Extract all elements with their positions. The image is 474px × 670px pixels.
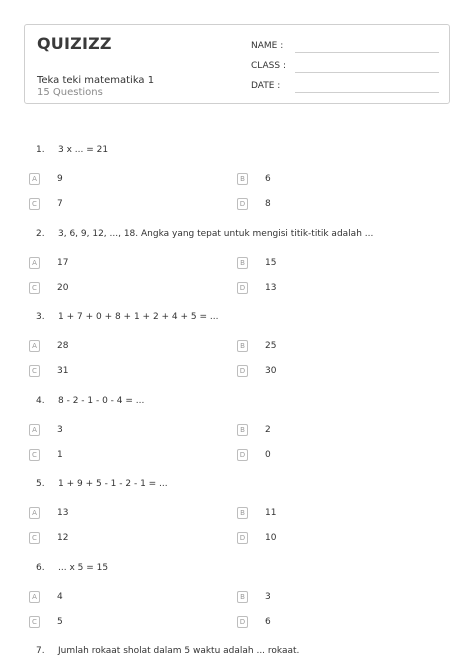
option-text: 9	[57, 174, 63, 184]
question-2	[36, 229, 373, 239]
option-text: 2	[265, 424, 271, 435]
option-text: 13	[265, 282, 277, 293]
option-text: 8	[265, 199, 271, 209]
option-letter-badge: C	[29, 282, 40, 294]
question-number: 2.	[36, 228, 45, 239]
option-text: 13	[57, 508, 69, 518]
name-line[interactable]	[295, 52, 439, 53]
option-text: 6	[265, 616, 271, 627]
option-letter-badge: B	[237, 591, 248, 603]
option-text: 1	[57, 449, 63, 460]
option-letter-badge: C	[29, 449, 40, 461]
question-text: 1 + 7 + 0 + 8 + 1 + 2 + 4 + 5 = ...	[58, 312, 219, 322]
worksheet-title: Teka teki matematika 1	[37, 75, 155, 86]
option-text: 25	[265, 341, 277, 351]
option-text: 12	[57, 533, 69, 543]
option-text: 10	[265, 533, 277, 543]
option-letter-badge: A	[29, 507, 40, 519]
option-letter-badge: A	[29, 424, 40, 436]
option-text: 7	[57, 199, 63, 209]
option-letter-badge: D	[237, 532, 248, 544]
option-letter-badge: A	[29, 257, 40, 269]
option-text: 6	[265, 174, 271, 184]
date-label: DATE :	[251, 81, 281, 91]
option-text: 0	[265, 449, 271, 460]
option-letter-badge: D	[237, 365, 248, 377]
option-letter-badge: D	[237, 616, 248, 628]
option-text: 20	[57, 282, 69, 293]
date-line[interactable]	[295, 92, 439, 93]
option-letter-badge: B	[237, 173, 248, 185]
question-number: 7.	[36, 646, 45, 656]
option-letter-badge: A	[29, 340, 40, 352]
class-label: CLASS :	[251, 61, 286, 71]
question-4	[36, 396, 144, 406]
question-number: 3.	[36, 312, 45, 322]
option-letter-badge: D	[237, 198, 248, 210]
option-letter-badge: A	[29, 173, 40, 185]
option-text: 3	[265, 591, 271, 602]
option-text: 28	[57, 341, 69, 351]
class-line[interactable]	[295, 72, 439, 73]
option-letter-badge: A	[29, 591, 40, 603]
question-text: ... x 5 = 15	[58, 562, 109, 573]
question-text: 3, 6, 9, 12, ..., 18. Angka yang tepat untuk mengisi titik-titik adalah ...	[58, 228, 374, 239]
date-field[interactable]	[251, 79, 439, 93]
question-3	[36, 312, 219, 322]
option-letter-badge: B	[237, 340, 248, 352]
quizizz-logo: QUIZIZZ	[37, 34, 112, 53]
option-text: 3	[57, 424, 63, 435]
option-text: 5	[57, 616, 63, 627]
option-letter-badge: C	[29, 616, 40, 628]
option-letter-badge: C	[29, 365, 40, 377]
name-field[interactable]	[251, 39, 439, 53]
question-text: 8 - 2 - 1 - 0 - 4 = ...	[58, 395, 145, 406]
question-text: 3 x ... = 21	[58, 145, 109, 155]
question-6	[36, 563, 108, 573]
question-text: 1 + 9 + 5 - 1 - 2 - 1 = ...	[58, 479, 168, 489]
option-text: 31	[57, 366, 69, 376]
worksheet-header	[24, 24, 450, 104]
question-number: 6.	[36, 562, 45, 573]
option-letter-badge: C	[29, 198, 40, 210]
question-1	[36, 145, 108, 155]
option-letter-badge: B	[237, 257, 248, 269]
option-text: 4	[57, 591, 63, 602]
option-letter-badge: D	[237, 282, 248, 294]
question-count: 15 Questions	[37, 87, 103, 98]
question-7	[36, 646, 299, 656]
class-field[interactable]	[251, 59, 439, 73]
option-text: 17	[57, 257, 69, 268]
option-letter-badge: B	[237, 507, 248, 519]
option-letter-badge: D	[237, 449, 248, 461]
option-text: 15	[265, 257, 277, 268]
question-number: 1.	[36, 145, 45, 155]
option-letter-badge: B	[237, 424, 248, 436]
option-text: 30	[265, 366, 277, 376]
option-text: 11	[265, 508, 277, 518]
question-number: 5.	[36, 479, 45, 489]
question-text: Jumlah rokaat sholat dalam 5 waktu adalah ... rokaat.	[58, 646, 300, 656]
name-label: NAME :	[251, 41, 284, 51]
question-number: 4.	[36, 395, 45, 406]
question-5	[36, 479, 168, 489]
option-letter-badge: C	[29, 532, 40, 544]
